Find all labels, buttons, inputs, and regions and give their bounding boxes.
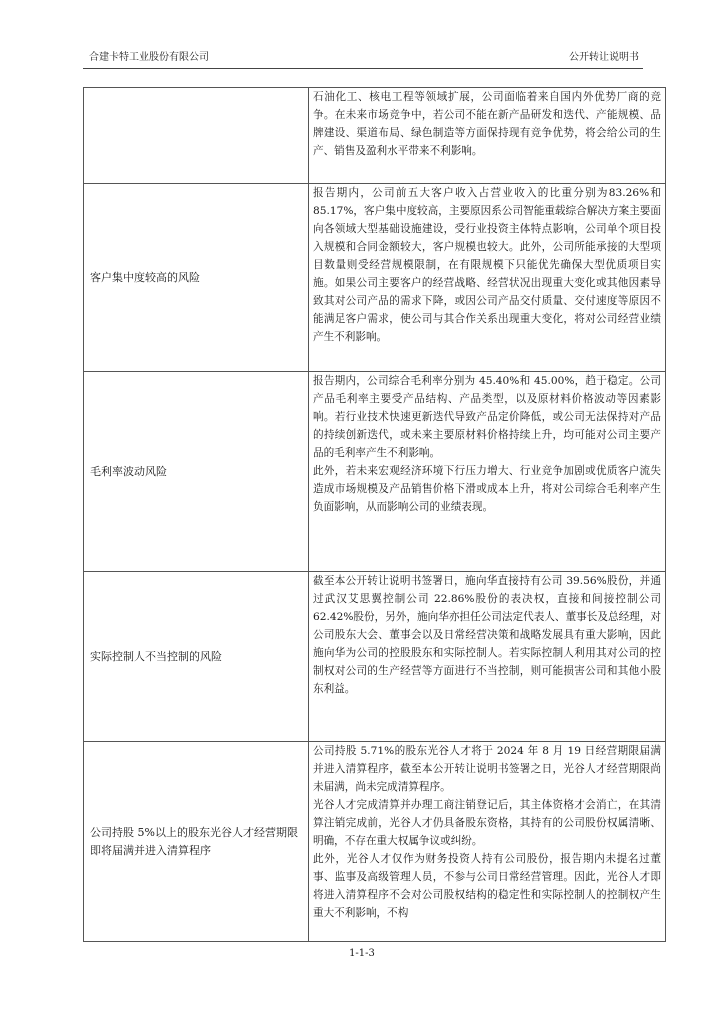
risk-paragraph: 此外，光谷人才仅作为财务投资人持有公司股份，报告期内未提名过董事、监事及高级管理人员，不参与公司日常经营管理。因此，光谷人才即将进入清算程序不会对公司股权结构的稳定性和实际控制人的控制权产生重大不利影响，不构 [313, 853, 661, 919]
risk-paragraph: 报告期内，公司前五大客户收入占营业收入的比重分别为83.26%和85.17%，客户集中度较高，主要原因系公司智能重载综合解决方案主要面向各领域大型基础设施建设，受行业投资主体特点影响，公司单个项目投入规模和合同金额较大，客户规模也较大。此外，公司所能承接的大型项目数量则受经营规模限制，在有限规模下只能优先确保大型优质项目实施。如果公司主要客户的经营战略、经营状况出现重大变化或其他因素导致其对公司产品的需求下降，或因公司产品交付质量、交付速度等原因不能满足客户需求，使公司与其合作关系出现重大变化，将对公司经营业绩产生不利影响。 [313, 187, 661, 343]
risk-description-cell [309, 742, 666, 942]
risk-name: 毛利率波动风险 [90, 464, 167, 478]
risk-name-cell [84, 372, 309, 572]
risk-description-cell [309, 572, 666, 742]
risk-paragraph: 报告期内，公司综合毛利率分别为 45.40%和 45.00%，趋于稳定。公司产品毛利率主要受产品结构、产品类型，以及原材料价格波动等因素影响。若行业技术快速更新迭代导致产品定价降低，或公司无法保持对产品的持续创新迭代，或未来主要原材料价格持续上升，均可能对公司主要产品的毛利率产生不利影响。 [313, 375, 661, 459]
risk-description-cell [309, 372, 666, 572]
company-name: 合建卡特工业股份有限公司 [89, 52, 209, 63]
risk-paragraph: 此外，若未来宏观经济环境下行压力增大、行业竞争加剧或优质客户流失造成市场规模及产品销售价格下滑或成本上升，将对公司综合毛利率产生负面影响，从而影响公司的业绩表现。 [313, 465, 661, 513]
risk-description-cell [309, 184, 666, 372]
risk-name-cell [84, 572, 309, 742]
table-row [84, 184, 666, 372]
page-header [83, 50, 643, 66]
risk-name: 公司持股 5%以上的股东光谷人才经营期限即将届满并进入清算程序 [90, 825, 298, 857]
risk-table [83, 87, 666, 942]
risk-name: 实际控制人不当控制的风险 [90, 649, 222, 663]
table-row [84, 572, 666, 742]
table-row [84, 742, 666, 942]
header-rule [83, 68, 643, 69]
risk-paragraph: 公司持股 5.71%的股东光谷人才将于 2024 年 8 月 19 日经营期限届满并进入清算程序，截至本公开转让说明书签署之日，光谷人才经营期限尚未届满，尚未完成清算程序。 [313, 745, 661, 793]
risk-name-cell [84, 742, 309, 942]
risk-paragraph: 石油化工、核电工程等领域扩展，公司面临着来自国内外优势厂商的竞争。在未来市场竞争中，若公司不能在新产品研发和迭代、产能规模、品牌建设、渠道布局、绿色制造等方面保持现有竞争优势，将会给公司的生产、销售及盈利水平带来不利影响。 [313, 91, 661, 157]
table-row [84, 88, 666, 184]
risk-name-cell [84, 184, 309, 372]
table-row [84, 372, 666, 572]
risk-name-cell [84, 88, 309, 184]
document-title: 公开转让说明书 [569, 52, 639, 63]
risk-paragraph: 截至本公开转让说明书签署日，施向华直接持有公司 39.56%股份，并通过武汉艾思翼控制公司 22.86%股份的表决权，直接和间接控制公司 62.42%股份，另外，施向华亦担任公司法定代表人、董事长及总经理，对公司股东大会、董事会以及日常经营决策和战略发展具有重大影响，因此施向华为公司的控股股东和实际控制人。若实际控制人利用其对公司的控制权对公司的生产经营等方面进行不当控制，则可能损害公司和其他小股东利益。 [313, 575, 661, 695]
risk-paragraph: 光谷人才完成清算并办理工商注销登记后，其主体资格才会消亡，在其清算注销完成前，光谷人才仍具备股东资格，其持有的公司股份权属清晰、明确，不存在重大权属争议或纠纷。 [313, 799, 661, 847]
page-number: 1-1-3 [349, 948, 375, 959]
risk-description-cell [309, 88, 666, 184]
risk-name: 客户集中度较高的风险 [90, 270, 200, 284]
